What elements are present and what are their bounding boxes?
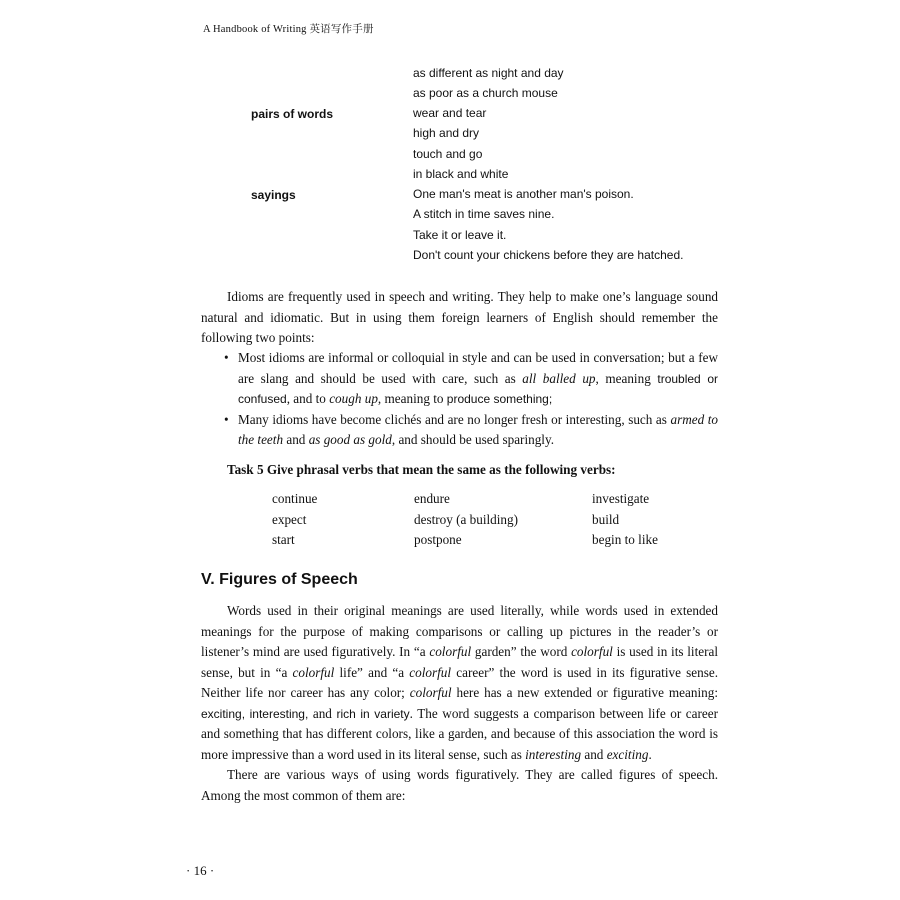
idiom-meaning: produce something; [446,392,553,406]
task-word: destroy (a building) [414,511,519,527]
idioms-paragraph [201,287,718,349]
example-list-pairs [413,103,733,184]
example-item: in black and white [413,166,509,181]
example-item: Take it or leave it. [413,227,507,242]
bullet-dot: • [224,411,229,427]
example-item: as different as night and day [413,66,564,80]
example-item: as poor as a church mouse [413,86,558,101]
task-word: build [592,511,620,527]
idiom-meaning: troubled or confused [238,371,718,406]
bullet-dot: • [224,350,229,365]
example-item: wear and tear [413,106,487,120]
task-word: continue [272,491,318,506]
example-item: high and dry [413,126,480,141]
idioms-intro: Idioms are frequently used in speech and writing. They help to make one’s language sound natural and idiomatic. But in using them foreign learners of English should remember the following two points: [201,289,718,345]
example-list-top [413,63,733,104]
section-heading: V. Figures of Speech [201,571,358,588]
task-word: postpone [414,532,462,547]
example-item: One man's meat is another man's poison. [413,187,634,201]
task-word: endure [414,491,450,506]
example-item: touch and go [413,146,483,161]
figures-paragraph-1: Words used in their original meanings are used literally, while words used in extended meanings for the purpose of making comparisons or calling up pictures in the reader’s or listener’s mind are used figuratively. In “a colorful garden” the word colorful is used in its literal sense, but in “a colorful life” and “a colorful career” the word is used in its figurative sense. Neither life nor career has any color; colorful here has a new extended or figurative meaning: exciting, interesting, and rich in variety. The word suggests a comparison between life or career and something that has different colors, like a garden, and because of this association the word is more impressive than a word used in its literal sense, such as interesting and exciting. [201,603,718,762]
group-label-pairs-of-words: pairs of words [251,107,334,121]
page-number: · 16 · [186,863,215,878]
example-item: Don't count your chickens before they are hatched. [413,247,684,262]
example-list-sayings [413,184,733,265]
group-label-sayings: sayings [251,188,296,202]
idiom-bullets [222,348,718,451]
task-word: investigate [592,491,650,506]
idiom-example: as good as gold [308,432,392,447]
task-word: expect [272,511,307,527]
task-word: start [272,532,295,547]
task-word: begin to like [592,532,658,547]
running-head: A Handbook of Writing 英语写作手册 [203,24,374,35]
task-5-title: Task 5 Give phrasal verbs that mean the same as the following verbs: [227,462,616,477]
idiom-example: armed to the teeth [238,411,718,447]
example-item: A stitch in time saves nine. [413,207,555,222]
bullet-item: • Most idioms are informal or colloquial in style and can be used in conversation; but a few are slang and should be used with care, such as all balled up, meaning troubled or confused, and to cough up, meaning to produce something; [224,350,718,406]
figures-paragraph-2: There are various ways of using words figuratively. They are called figures of speech. Among the most common of them are: [201,767,718,803]
idiom-example: all balled up [522,370,596,386]
idiom-example: cough up [329,391,378,406]
bullet-item: • Many idioms have become clichés and are no longer fresh or interesting, such as armed to the teeth and as good as gold, and should be used sparingly. [224,411,718,447]
